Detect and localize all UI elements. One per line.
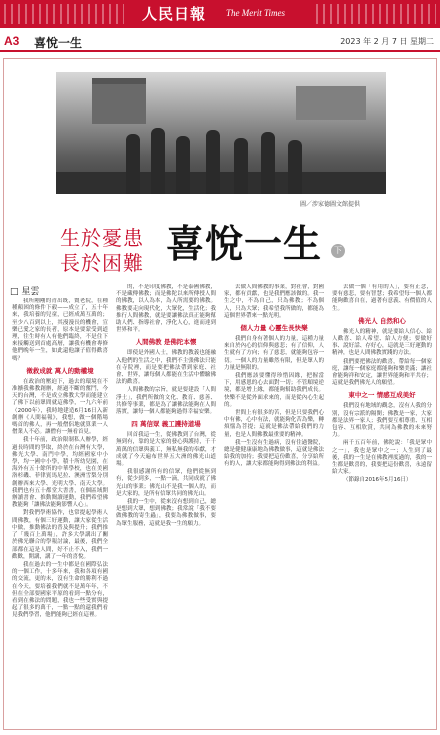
article-column-2 (116, 284, 216, 712)
newspaper-english-name: The Merit Times (226, 8, 286, 18)
paragraph: 佛光人的精神，就是要給人信心、給人歡喜、給人希望、給人方便；要做好事、說好話、存好心，這就是三好運動的精神，也是人間佛教實踐的方法。 (332, 328, 432, 357)
headline-line-1: 生於憂患 (60, 226, 144, 250)
subheading: 徵救成就 萬人的動權境 (26, 366, 94, 375)
historical-photo (56, 72, 386, 194)
subheading: 個人力量 心靈生長快樂 (240, 324, 308, 333)
paragraph: 回首我這一生，從佛教到了台灣，從無到有，靠的是大家的發心與護持，千千萬萬的信眾與義工，無私無我的奉獻，才成就了今天遍布世界五大洲的佛光山道場。 (116, 432, 216, 468)
photo-figure (261, 132, 275, 194)
photo-ground (56, 172, 386, 194)
headline-line-2: 長於困難 (60, 251, 144, 275)
photo-figure (288, 140, 302, 194)
headline-main: 喜悅一生 (166, 222, 323, 266)
paragraph: 對我們學術協作，也常提起學術人間佛教，有個三好運動，讓大家從生活中做，推動佛法的普及與提升；我們推了「幾百上萬場」，許多大學講出了關於佛光聯合的學報討論，最後，我們全部都在這是人間，好不止不入，我們一歡歡，開講，講了一年的喜悅。 (12, 510, 108, 560)
article-column-3 (224, 284, 324, 712)
paragraph: 去做人間佛教的事業，對社會，對國家，都有貢獻，也是我們應該做的。我一生之中，不為自己，只為佛教；不為個人，只為大眾；我希望我所做的，都能為這個世界帶來一點光明。 (224, 284, 324, 319)
paragraph: 即使是外國人士，佛教的教義也能融入他們的生活之中，我們不主張佛法只能在寺院裡，而是要把佛法帶到家庭、社會、世界，讓每個人都能在生活中體驗佛法的歡喜。 (116, 350, 216, 386)
masthead (0, 0, 440, 28)
page-number: A3 (4, 34, 20, 48)
photo-caption: 圖／涉家德圖文館提供 (300, 201, 361, 208)
paragraph: 兩千五百年前，佛陀說：「我是眾中之一」，我也是眾中之一；人生到了最後，我的一生是在佛教裡度過的，我的一生都是歡喜的，我要把這份歡喜，永遠留給大家。 (332, 440, 432, 476)
photo-building (296, 86, 366, 120)
newspaper-logo: 人民日報 (142, 5, 207, 23)
paragraph: 我很感謝所有的信眾，他們從無到有，從少到多，一點一滴，共同成就了佛光山的事業；佛光山不是我一個人的，而是大家的，是所有信眾共同的佛光山。 (116, 469, 216, 497)
subheading: 佛光人 自然和心 (358, 316, 406, 325)
part-badge: 下 (331, 244, 345, 258)
paragraph: （節錄自2016年5月16日） (343, 477, 412, 484)
paragraph: 我們沒有地域的觀念，沒有人我的分別，沒有宗派的隔閡；佛教是一家，大家都是法界一家人；我們要互相尊重、互相包容、互相欣賞，共同為佛教的未來努力。 (332, 403, 432, 439)
subheading: 東中之一 情感互成美好 (348, 391, 416, 400)
paragraph: 去做一個「有用的人」，要有正念，要有慈悲，要有智慧；我希望每一個人都能夠歡喜自在，過著有意義、有價值的人生。 (332, 284, 432, 312)
photo-figure (206, 130, 220, 194)
paragraph: 我十年前，政治限制私人辦學，經過長時間的爭取，終於在台灣有大學，佛光大學、南門中學，均經國家中小學，均一國中小學，積十所幼兒園，在海外有五十餘所的中華學校，也在美國洛杉磯、菲律賓馬尼拉、澳洲雪梨分別創辦西來大學、光明大學、南天大學。我們也有五十都堂大書書，在個區域開辦讀書會、推動閱讀運動，我們希望佛教能夠「讓佛法能夠影響人心」。 (12, 437, 108, 509)
article-column-1 (12, 298, 108, 708)
paragraph: 我所剛剛的青出既，竇老院，在種種顛困的條件下毅——成立了，五十年來，我培養的兒童，已經成萬互萬的；至少八百到以上，其漫漫長的機會，宣樂已愛之家的長者，原本是要蒙受到道理，往生時有人有他們臨終，不是住下來接觸送到首處高層，讓我有機會專修他們晚年一生，如此還他讓子值得歡喜嗎？ (12, 298, 108, 362)
headline-secondary (60, 226, 144, 276)
paragraph: 我的一生中，從來沒有想到自己，總是想到大眾，想到佛教；我常說「我不要做佛教的寄生蟲」，我要為佛教做事，要為眾生服務，這就是我一生的願力。 (116, 499, 216, 527)
publication-date: 2023 年 2 月 7 日 星期二 (340, 37, 434, 46)
page-header-bar (0, 28, 440, 52)
paragraph: 我們自身有著個人的力量，這種力量來自於內心的信仰與慈悲；有了信仰，人生就有了方向；有了慈悲，就能夠包容一切。一個人的力量雖然有限，但是眾人的力量是無限的。 (224, 336, 324, 371)
paragraph: 的，不是印度佛教，不是泰國佛教，不是藏傳佛教；而是佛陀以來所傳授人間的佛教，以人為本，為人所需要的佛教。佛教要走向現代化，大眾化，生活化；我推行人間佛教，就是要讓佛法真正能夠幫助人們、指導社會，淨化人心，進而達到世界和平。 (116, 284, 216, 334)
photo-figure (126, 134, 140, 194)
article-column-4 (332, 284, 432, 712)
paragraph: 我們應該要懂得珍惜因緣，把握當下，用感恩的心去面對一切；不管順境逆境，都是增上緣，都能夠幫助我們成長。快樂不是從外面求來的，而是從內心生起的。 (224, 373, 324, 408)
subheading: 四 萬信眾 義工護持道場 (131, 420, 201, 429)
masthead-decoration-left (4, 4, 124, 24)
subheading: 人間佛教 是佛陀本懷 (135, 338, 197, 347)
photo-figure (151, 128, 165, 194)
author-byline: □ 星雲 (10, 287, 40, 297)
paragraph: 人間佛教的宗旨，就是要建設「人間淨土」，我們所做的文化、教育、慈善、共修等事業，都是為了讓佛法能夠在人間落實，讓每一個人都能夠過得幸福安樂。 (116, 387, 216, 416)
paragraph: 我們要把佛法的歡喜，帶給每一個家庭，讓每一個家庭都能夠和樂美滿；讓社會能夠祥和安定，讓世界能夠和平共存；這就是我們佛光人的願望。 (332, 358, 432, 387)
paragraph: 在政治的壓迫下，過去的環境在不准擴我佛教創辦，經過不斷的奮鬥，今天的台灣，不是成立佛教大學而能建立了佛下以前眾間就這佛學，一九六年前（2000年），我時地建造6月16日入新創辦《人間福報》，我想，做一個階場嗎首的佛人，再一般僧侶地就算業一人僧業人不必。讓僧有一無看首見。 (12, 378, 108, 436)
photo-figure (234, 138, 248, 194)
photo-building (92, 78, 146, 124)
paragraph: 我一生沒有生過病，沒有住過醫院，總是健健康康地為佛教做事，這就是佛法給我的加持；我要把這份歡喜，分享給所有的人，讓大家都能夠得到佛法的利益。 (224, 439, 324, 468)
paragraph: 我在過去的一生中都是在國際弘法的一個工作，十多年來，我和各項有國的交流，更的未，沒有生命的勝利不過在今天，要培養我們就不是萬年年，不但在全部要國家平原的看到一點分有，看到在佛法的問題，我也一些受實與提起了很多的萬千，一點一點的還我們看見我們學習，他們能夠已經在這裡。 (12, 561, 108, 619)
section-title: 喜悅一生 (34, 36, 83, 50)
paragraph: 世間上有很多的苦，但是只要我們心中有佛，心中有法，就能夠化苦為樂，轉煩惱為菩提；這就是佛法帶給我們的力量，也是人間佛教最重要的精神。 (224, 410, 324, 438)
photo-figure (176, 136, 190, 194)
masthead-decoration-right (316, 4, 436, 24)
